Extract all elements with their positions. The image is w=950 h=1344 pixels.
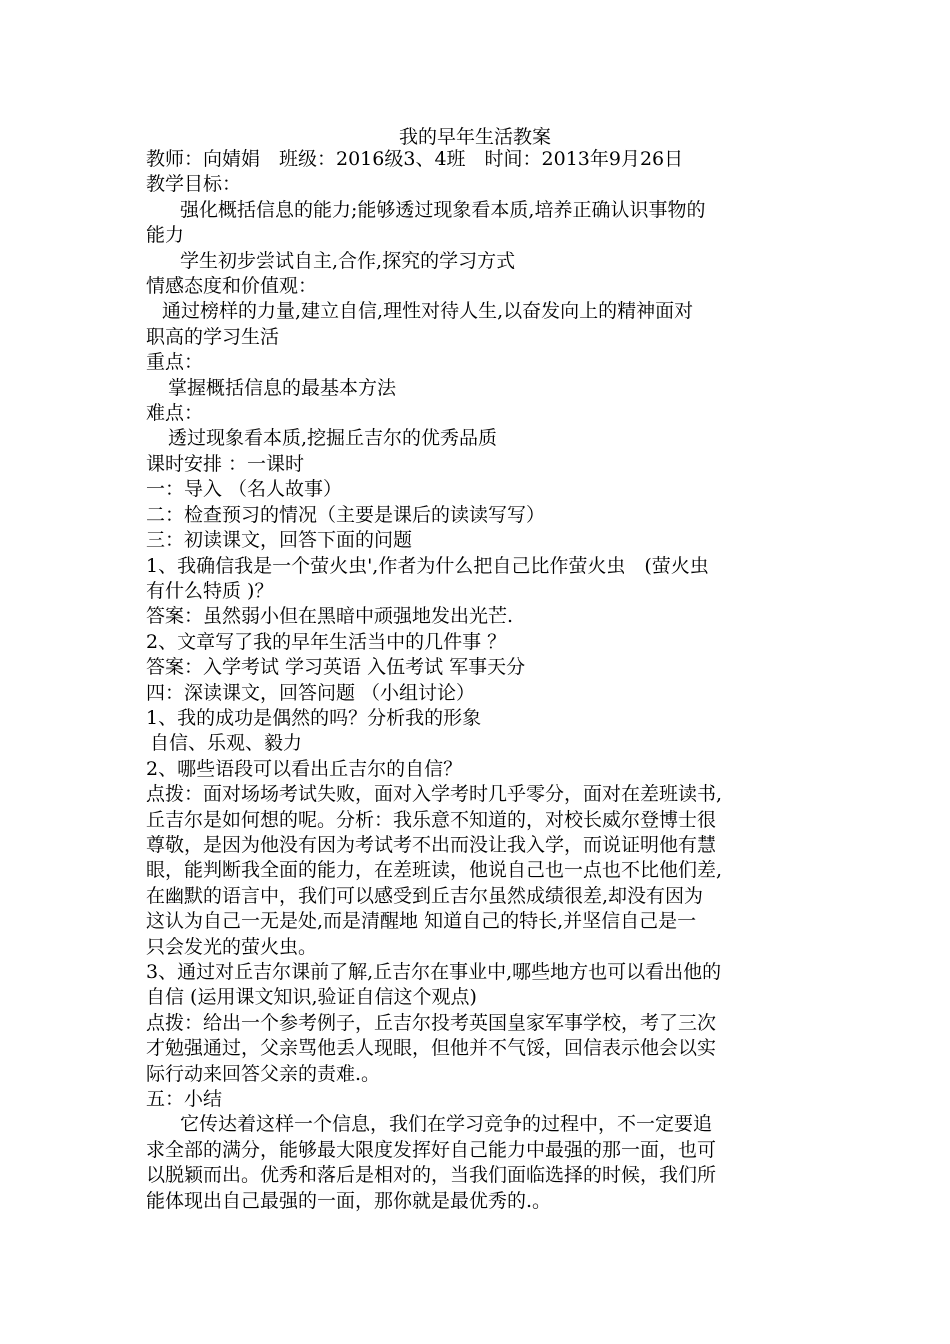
text-line: 点拨：面对场场考试失败，面对入学考时几乎零分，面对在差班读书, xyxy=(146,783,723,806)
document-title: 我的早年生活教案 xyxy=(398,126,551,148)
section-heading: 重点： xyxy=(146,351,204,374)
text-line: 2、哪些语段可以看出丘吉尔的自信？ xyxy=(146,757,463,780)
text-line: 通过榜样的力量,建立自信,理性对待人生,以奋发向上的精神面对 xyxy=(162,300,694,323)
text-line: 只会发光的萤火虫。 xyxy=(146,935,318,958)
text-line: 才勉强通过，父亲骂他丢人现眼，但他并不气馁，回信表示他会以实 xyxy=(146,1037,717,1060)
section-heading: 情感态度和价值观： xyxy=(146,275,318,298)
text-line: 四：深读课文，回答问题 （小组讨论） xyxy=(146,681,476,704)
text-line: 三：初读课文，回答下面的问题 xyxy=(146,529,413,552)
text-line: 以脱颖而出。优秀和落后是相对的，当我们面临选择的时候，我们所 xyxy=(146,1164,717,1187)
text-line: 有什么特质 )？ xyxy=(146,579,274,602)
text-line: 自信、乐观、毅力 xyxy=(150,732,303,755)
text-line: 一：导入 （名人故事） xyxy=(146,478,343,501)
text-line: 能力 xyxy=(146,224,185,247)
text-line: 点拨：给出一个参考例子，丘吉尔投考英国皇家军事学校，考了三次 xyxy=(146,1011,717,1034)
text-line: 课时安排 ：一课时 xyxy=(146,452,305,475)
section-heading: 教学目标： xyxy=(146,173,242,196)
text-line: 答案：虽然弱小但在黑暗中顽强地发出光芒. xyxy=(146,605,514,628)
text-line: 这认为自己一无是处,而是清醒地 知道自己的特长,并坚信自己是一 xyxy=(146,910,697,933)
document-body xyxy=(146,147,814,1214)
text-line: 掌握概括信息的最基本方法 xyxy=(168,376,397,399)
text-line: 3、通过对丘吉尔课前了解,丘吉尔在事业中,哪些地方也可以看出他的 xyxy=(146,961,722,983)
text-line: 眼，能判断我全面的能力，在差班读，他说自己也一点也不比他们差, xyxy=(146,859,723,882)
text-line: 强化概括信息的能力;能够透过现象看本质,培养正确认识事物的 xyxy=(180,198,706,221)
text-line: 际行动来回答父亲的责难.。 xyxy=(146,1062,381,1085)
text-line: 尊敬，是因为他没有因为考试考不出而没让我入学，而说证明他有慧 xyxy=(146,833,717,856)
text-line: 它传达着这样一个信息，我们在学习竞争的过程中，不一定要追 xyxy=(180,1113,713,1136)
section-heading: 难点： xyxy=(146,402,204,425)
section-heading: 五：小结 xyxy=(146,1088,223,1111)
text-line: 能体现出自己最强的一面，那你就是最优秀的.。 xyxy=(146,1189,552,1212)
text-line: 1、我确信我是一个萤火虫',作者为什么把自己比作萤火虫 (萤火虫 xyxy=(146,554,709,577)
text-line: 丘吉尔是如何想的呢。分析：我乐意不知道的，对校长威尔登博士很 xyxy=(146,808,717,831)
text-line: 2、文章写了我的早年生活当中的几件事 ？ xyxy=(146,630,507,653)
text-line: 答案：入学考试 学习英语 入伍考试 军事天分 xyxy=(146,656,526,679)
text-line: 学生初步尝试自主,合作,探究的学习方式 xyxy=(180,249,516,272)
text-line: 1、我的成功是偶然的吗？分析我的形象 xyxy=(146,706,482,729)
text-line: 二：检查预习的情况（主要是课后的读读写写） xyxy=(146,503,546,526)
text-line: 自信 (运用课文知识,验证自信这个观点) xyxy=(146,986,477,1009)
text-line: 在幽默的语言中，我们可以感受到丘吉尔虽然成绩很差,却没有因为 xyxy=(146,884,704,907)
text-line: 透过现象看本质,挖掘丘吉尔的优秀品质 xyxy=(168,427,498,450)
text-line: 求全部的满分，能够最大限度发挥好自己能力中最强的那一面，也可 xyxy=(146,1138,717,1161)
text-line: 职高的学习生活 xyxy=(146,325,280,348)
teacher-info-line: 教师：向婧娟 班级：2016级3、4班 时间：2013年9月26日 xyxy=(146,148,684,170)
